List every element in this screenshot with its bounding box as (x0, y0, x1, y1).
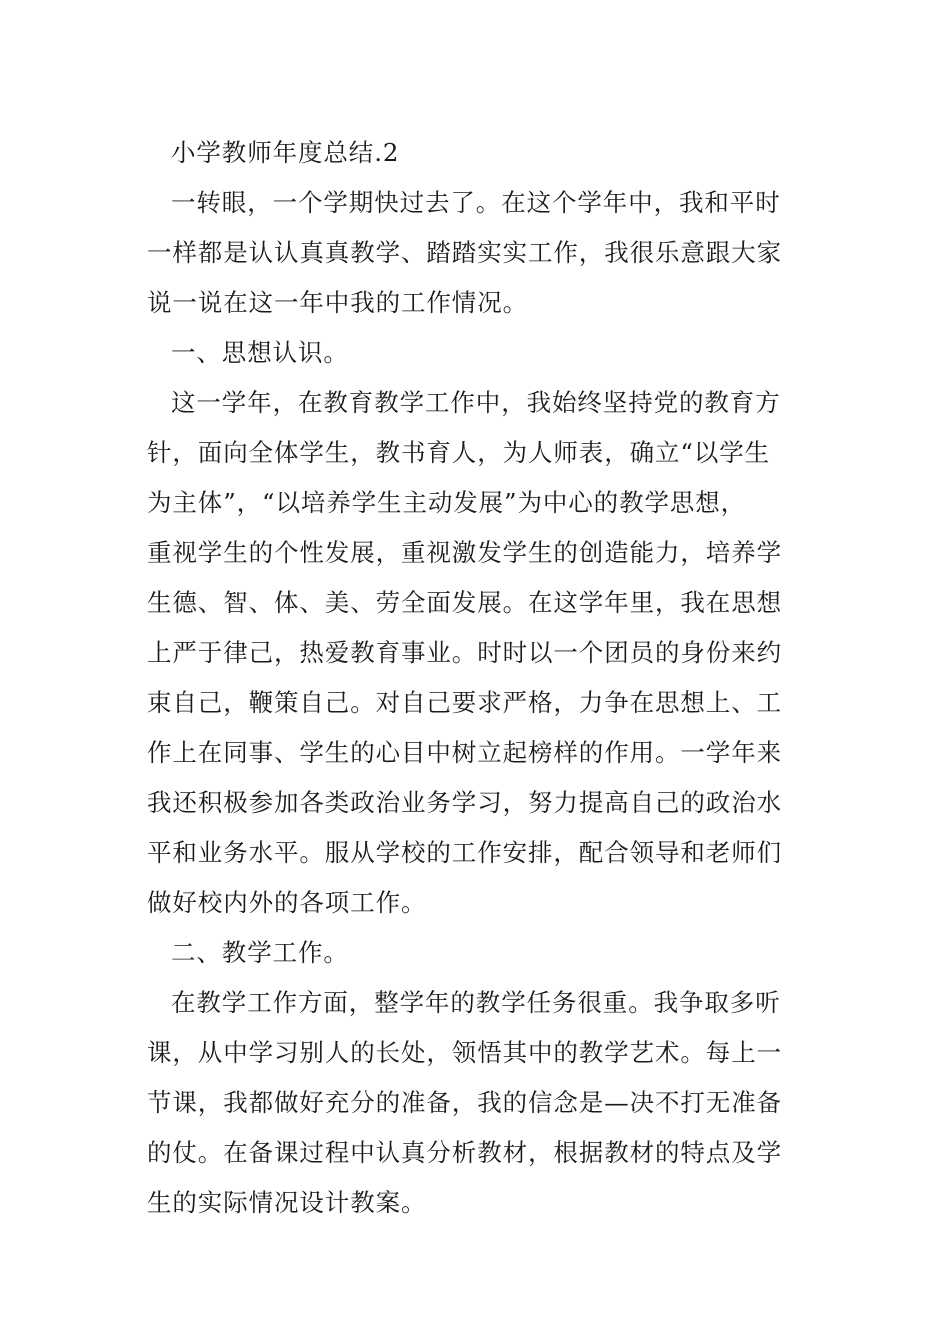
paragraph-line: 这一学年，在教育教学工作中，我始终坚持党的教育方 (171, 388, 781, 417)
paragraph-line: 节课，我都做好充分的准备，我的信念是—决不打无准备 (147, 1088, 782, 1117)
paragraph-line: 为主体”，“以培养学生主动发展”为中心的教学思想， (147, 488, 747, 517)
paragraph-line: 的仗。在备课过程中认真分析教材，根据教材的特点及学 (147, 1138, 782, 1167)
paragraph-line: 一转眼，一个学期快过去了。在这个学年中，我和平时 (171, 188, 781, 217)
paragraph-line: 束自己，鞭策自己。对自己要求严格，力争在思想上、工 (147, 688, 782, 717)
paragraph-line: 生的实际情况设计教案。 (147, 1188, 427, 1217)
paragraph-line: 我还积极参加各类政治业务学习，努力提高自己的政治水 (147, 788, 782, 817)
section-heading: 二、教学工作。 (171, 938, 349, 967)
paragraph-line: 一样都是认认真真教学、踏踏实实工作，我很乐意跟大家 (147, 238, 782, 267)
section-heading: 一、思想认识。 (171, 338, 349, 367)
paragraph-line: 重视学生的个性发展，重视激发学生的创造能力，培养学 (147, 538, 782, 567)
paragraph-line: 平和业务水平。服从学校的工作安排，配合领导和老师们 (147, 838, 782, 867)
paragraph-line: 上严于律己，热爱教育事业。时时以一个团员的身份来约 (147, 638, 782, 667)
document-title: 小学教师年度总结.2 (171, 138, 400, 167)
document-page (147, 128, 807, 1228)
paragraph-line: 做好校内外的各项工作。 (147, 888, 427, 917)
paragraph-line: 说一说在这一年中我的工作情况。 (147, 288, 528, 317)
paragraph-line: 针，面向全体学生，教书育人，为人师表，确立“以学生 (147, 438, 771, 467)
paragraph-line: 在教学工作方面，整学年的教学任务很重。我争取多听 (171, 988, 781, 1017)
paragraph-line: 课，从中学习别人的长处，领悟其中的教学艺术。每上一 (147, 1038, 782, 1067)
paragraph-line: 作上在同事、学生的心目中树立起榜样的作用。一学年来 (147, 738, 782, 767)
paragraph-line: 生德、智、体、美、劳全面发展。在这学年里，我在思想 (147, 588, 782, 617)
